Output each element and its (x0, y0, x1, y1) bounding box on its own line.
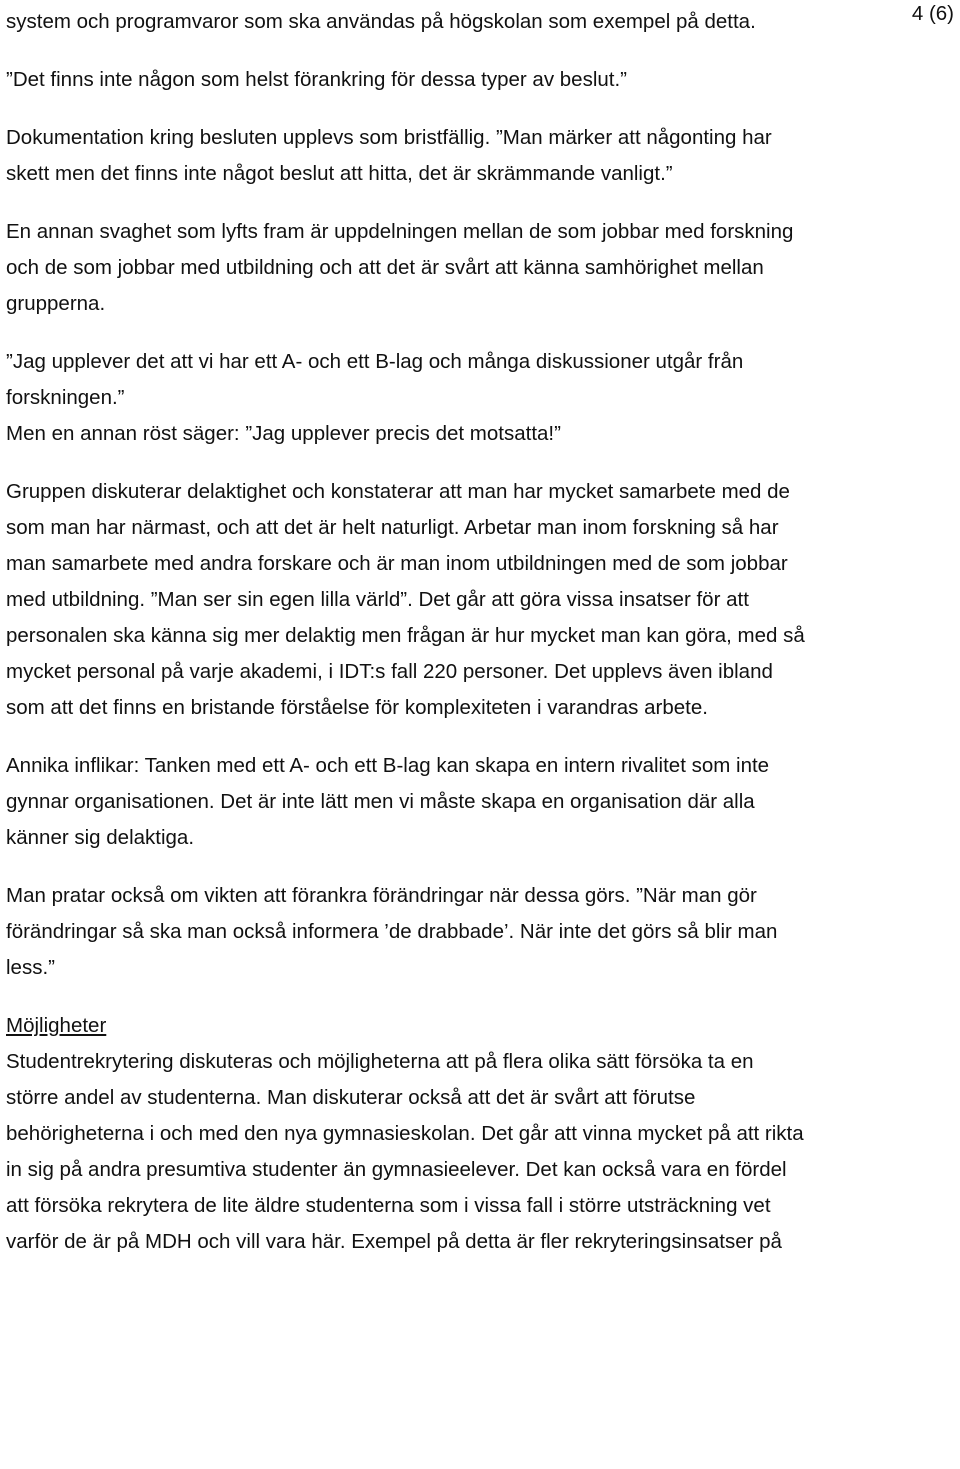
paragraph: system och programvaror som ska användas på högskolan som exempel på detta. (6, 10, 756, 33)
page-number: 4 (6) (911, 2, 954, 25)
paragraph: En annan svaghet som lyfts fram är uppdelningen mellan de som jobbar med forskning och de som jobbar med utbildning och att det är svårt att känna samhörighet mellan grupperna. (6, 220, 794, 315)
paragraph: Men en annan röst säger: ”Jag upplever precis det motsatta!” (6, 422, 561, 445)
paragraph: Annika inflikar: Tanken med ett A- och ett B-lag kan skapa en intern rivalitet som inte gynnar organisationen. Det är inte lätt men vi måste skapa en organisation där alla känner sig delaktiga. (6, 754, 770, 849)
quote-paragraph: ”Det finns inte någon som helst förankring för dessa typer av beslut.” (6, 68, 628, 91)
section-body: Studentrekrytering diskuteras och möjligheterna att på flera olika sätt försöka ta en större andel av studenterna. Man diskuterar också att det är svårt att förutse behörigheterna i och med den nya gymnasieskolan. Det går att vinna mycket på att rikta in sig på andra presumtiva studenter än gymnasieelever. Det kan också vara en fördel att försöka rekrytera de lite äldre studenterna som i vissa fall i större utsträckning vet varför de är på MDH och vill vara här. Exempel på detta är fler rekryteringsinsatser på (6, 1050, 804, 1253)
paragraph: Man pratar också om vikten att förankra förändringar när dessa görs. ”När man gör förändringar så ska man också informera ’de drabbade’. När inte det görs så blir man less.” (6, 884, 778, 979)
quote-paragraph: ”Jag upplever det att vi har ett A- och ett B-lag och många diskussioner utgår från forskningen.” (6, 350, 744, 409)
paragraph: Gruppen diskuterar delaktighet och konstaterar att man har mycket samarbete med de som man har närmast, och att det är helt naturligt. Arbetar man inom forskning så har man samarbete med andra forskare och är man inom utbildningen med de som jobbar med utbildning. ”Man ser sin egen lilla värld”. Det går att göra vissa insatser för att personalen ska känna sig mer delaktig men frågan är hur mycket man kan göra, med så mycket personal på varje akademi, i IDT:s fall 220 personer. Det upplevs även ibland som att det finns en bristande förståelse för komplexiteten i varandras arbete. (6, 480, 805, 719)
document-body (6, 4, 806, 1260)
section-heading: Möjligheter (6, 1014, 107, 1037)
paragraph: Dokumentation kring besluten upplevs som bristfällig. ”Man märker att någonting har skett men det finns inte något beslut att hitta, det är skrämmande vanligt.” (6, 126, 772, 185)
